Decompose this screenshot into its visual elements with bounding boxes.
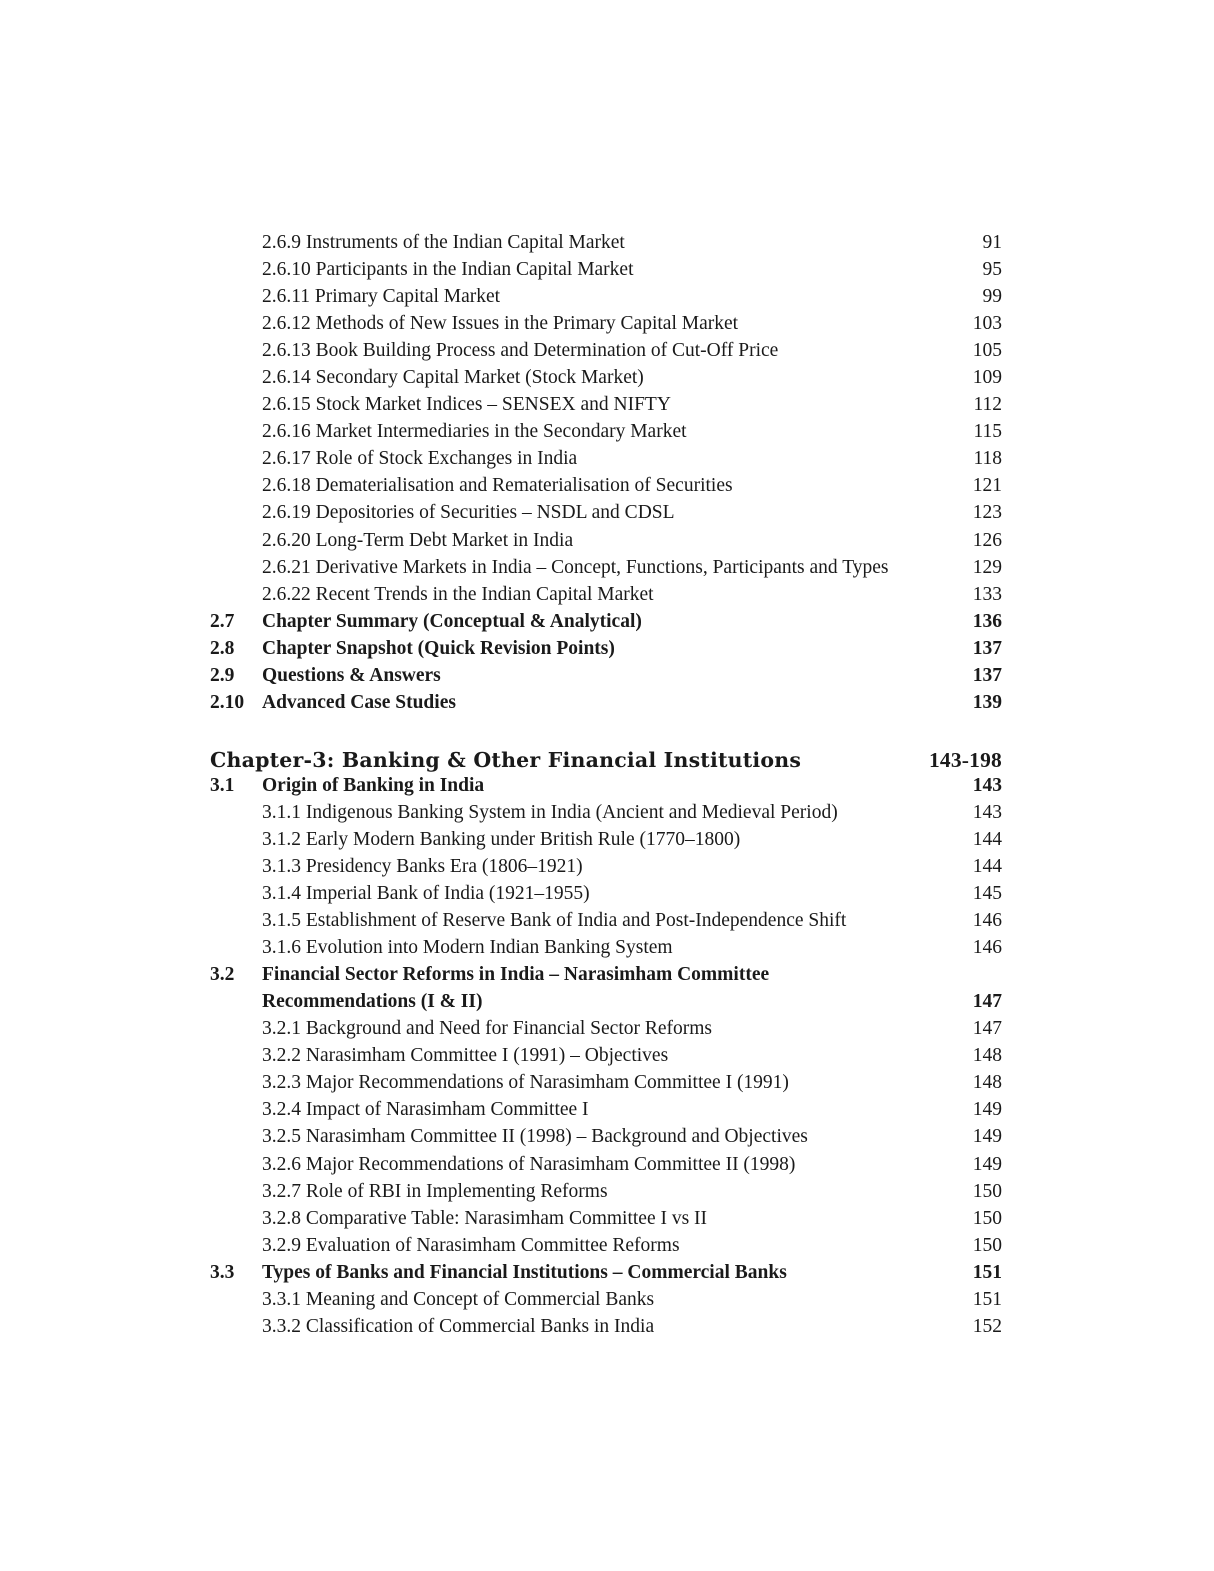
toc-entry-page: 150 — [972, 1207, 1002, 1229]
toc-entry-title: Recommendations (I & II) — [262, 991, 483, 1013]
toc-entry-title: 2.6.20 Long-Term Debt Market in India — [262, 529, 574, 551]
toc-entry-page: 148 — [972, 1045, 1002, 1067]
chapter-title: Chapter-3: Banking & Other Financial Institutions — [210, 747, 802, 772]
toc-entry-number: 3.3 — [210, 1261, 235, 1283]
toc-entry — [210, 581, 1002, 608]
toc-entry-title: 3.2.3 Major Recommendations of Narasimham Committee I (1991) — [262, 1072, 789, 1094]
toc-entry-title: 3.2.7 Role of RBI in Implementing Reforms — [262, 1180, 608, 1202]
toc-entry-title: Types of Banks and Financial Institutions – Commercial Banks — [262, 1261, 787, 1283]
toc-entry-page: 126 — [972, 529, 1002, 551]
toc-entry-page: 115 — [973, 421, 1002, 443]
toc-entry — [210, 1232, 1002, 1259]
toc-entry-page: 143 — [972, 801, 1002, 823]
toc-entry-number: 3.2 — [210, 964, 235, 986]
toc-entry — [210, 934, 1002, 961]
toc-entry-page: 99 — [982, 286, 1002, 308]
toc-entry-title: 3.1.1 Indigenous Banking System in India (Ancient and Medieval Period) — [262, 801, 838, 823]
toc-entry-page: 147 — [972, 991, 1002, 1013]
toc-entry-title: 3.2.9 Evaluation of Narasimham Committee Reforms — [262, 1234, 680, 1256]
toc-entry — [210, 1286, 1002, 1313]
toc-entry-number: 2.10 — [210, 691, 245, 713]
toc-entry-page: 152 — [972, 1315, 1002, 1337]
toc-entry — [210, 907, 1002, 934]
toc-entry — [210, 988, 1002, 1015]
toc-entry-title: Questions & Answers — [262, 664, 441, 686]
toc-entry-page: 151 — [972, 1288, 1002, 1310]
toc-entry-page: 150 — [972, 1234, 1002, 1256]
toc-entry-page: 95 — [982, 259, 1002, 281]
toc-entry-title: 2.6.9 Instruments of the Indian Capital Market — [262, 232, 625, 253]
toc-entry — [210, 1096, 1002, 1123]
toc-entry — [210, 391, 1002, 418]
toc-entry-title: 2.6.17 Role of Stock Exchanges in India — [262, 448, 578, 470]
toc-entry — [210, 364, 1002, 391]
toc-entry — [210, 1178, 1002, 1205]
toc-entry-title: 3.3.1 Meaning and Concept of Commercial Banks — [262, 1288, 655, 1310]
toc-entry — [210, 1259, 1002, 1286]
toc-entry — [210, 527, 1002, 554]
toc-entry-title: 3.2.5 Narasimham Committee II (1998) – Background and Objectives — [262, 1126, 808, 1148]
toc-entry-page: 149 — [972, 1126, 1002, 1148]
toc-entry-page: 144 — [972, 828, 1002, 850]
toc-section-chapter-2 — [210, 229, 1002, 716]
toc-entry-title: 3.3.2 Classification of Commercial Banks in India — [262, 1315, 655, 1337]
toc-entry-number: 3.1 — [210, 774, 235, 796]
toc-entry — [210, 635, 1002, 662]
toc-entry-title: 2.6.10 Participants in the Indian Capital Market — [262, 259, 634, 281]
chapter-heading — [210, 745, 1002, 775]
toc-entry-page: 112 — [973, 394, 1002, 416]
toc-entry — [210, 283, 1002, 310]
toc-entry-number: 2.7 — [210, 610, 235, 632]
toc-entry-page: 146 — [972, 937, 1002, 959]
toc-entry-page: 103 — [972, 313, 1002, 335]
toc-entry-page: 151 — [972, 1261, 1002, 1283]
toc-entry-page: 147 — [972, 1018, 1002, 1040]
toc-entry — [210, 961, 1002, 988]
toc-entry — [210, 1042, 1002, 1069]
toc-entry — [210, 853, 1002, 880]
toc-entry-title: 2.6.12 Methods of New Issues in the Primary Capital Market — [262, 313, 739, 335]
toc-entry — [210, 1015, 1002, 1042]
toc-entry-number: 2.8 — [210, 637, 235, 659]
toc-entry-title: 3.1.5 Establishment of Reserve Bank of India and Post-Independence Shift — [262, 910, 847, 932]
toc-entry-page: 133 — [972, 583, 1002, 605]
toc-entry-page: 137 — [972, 637, 1002, 659]
toc-entry-title: Financial Sector Reforms in India – Narasimham Committee — [262, 964, 770, 986]
toc-entry-title: 3.2.2 Narasimham Committee I (1991) – Objectives — [262, 1045, 669, 1067]
toc-entry — [210, 472, 1002, 499]
toc-entry-page: 121 — [972, 475, 1002, 497]
toc-entry-page: 109 — [972, 367, 1002, 389]
toc-entry — [210, 662, 1002, 689]
toc-entry-title: 2.6.15 Stock Market Indices – SENSEX and NIFTY — [262, 394, 671, 416]
toc-entry-page: 143 — [972, 774, 1002, 796]
toc-entry-page: 149 — [972, 1153, 1002, 1175]
toc-entry-page: 150 — [972, 1180, 1002, 1202]
toc-entry — [210, 1123, 1002, 1150]
toc-entry — [210, 418, 1002, 445]
toc-entry-title: Origin of Banking in India — [262, 774, 485, 796]
toc-entry — [210, 772, 1002, 799]
toc-entry — [210, 689, 1002, 716]
toc-entry — [210, 1313, 1002, 1340]
toc-entry — [210, 445, 1002, 472]
toc-entry — [210, 256, 1002, 283]
toc-entry-title: 2.6.11 Primary Capital Market — [262, 286, 501, 308]
toc-entry-title: Chapter Summary (Conceptual & Analytical) — [262, 610, 642, 632]
toc-entry-page: 91 — [982, 232, 1002, 253]
toc-entry-title: 2.6.16 Market Intermediaries in the Secondary Market — [262, 421, 687, 443]
toc-entry-title: 3.1.4 Imperial Bank of India (1921–1955) — [262, 883, 590, 905]
toc-entry-page: 105 — [972, 340, 1002, 362]
toc-entry-title: 3.1.3 Presidency Banks Era (1806–1921) — [262, 855, 583, 877]
toc-entry-title: 2.6.14 Secondary Capital Market (Stock Market) — [262, 367, 644, 389]
toc-entry-title: 2.6.18 Dematerialisation and Rematerialisation of Securities — [262, 475, 733, 497]
toc-entry-page: 137 — [972, 664, 1002, 686]
table-of-contents — [210, 229, 1002, 1340]
toc-entry-title: 3.2.1 Background and Need for Financial Sector Reforms — [262, 1018, 713, 1040]
toc-section-chapter-3 — [210, 772, 1002, 1340]
toc-entry-title: 2.6.21 Derivative Markets in India – Concept, Functions, Participants and Types — [262, 556, 889, 578]
toc-entry — [210, 880, 1002, 907]
toc-entry — [210, 554, 1002, 581]
toc-entry-page: 118 — [973, 448, 1002, 470]
toc-entry-page: 146 — [972, 910, 1002, 932]
toc-entry-page: 129 — [972, 556, 1002, 578]
toc-entry-title: 3.2.8 Comparative Table: Narasimham Committee I vs II — [262, 1207, 708, 1229]
toc-entry-title: 2.6.19 Depositories of Securities – NSDL and CDSL — [262, 502, 675, 524]
toc-entry — [210, 1205, 1002, 1232]
toc-entry — [210, 1069, 1002, 1096]
toc-entry — [210, 499, 1002, 526]
toc-entry — [210, 608, 1002, 635]
toc-entry — [210, 799, 1002, 826]
toc-entry-title: Advanced Case Studies — [262, 691, 456, 713]
toc-entry-title: 3.2.4 Impact of Narasimham Committee I — [262, 1099, 589, 1121]
toc-entry — [210, 826, 1002, 853]
toc-entry — [210, 1151, 1002, 1178]
toc-entry-page: 136 — [972, 610, 1002, 632]
toc-entry — [210, 229, 1002, 256]
toc-entry-page: 145 — [972, 883, 1002, 905]
toc-entry-title: 3.1.2 Early Modern Banking under British Rule (1770–1800) — [262, 828, 741, 850]
toc-entry-number: 2.9 — [210, 664, 235, 686]
toc-entry-title: Chapter Snapshot (Quick Revision Points) — [262, 637, 615, 659]
toc-entry — [210, 310, 1002, 337]
toc-entry-page: 144 — [972, 855, 1002, 877]
toc-entry-title: 3.2.6 Major Recommendations of Narasimham Committee II (1998) — [262, 1153, 796, 1175]
toc-entry — [210, 337, 1002, 364]
toc-entry-page: 139 — [972, 691, 1002, 713]
toc-entry-title: 2.6.13 Book Building Process and Determination of Cut-Off Price — [262, 340, 779, 362]
toc-entry-title: 3.1.6 Evolution into Modern Indian Banking System — [262, 937, 673, 959]
toc-entry-page: 149 — [972, 1099, 1002, 1121]
chapter-page-range: 143-198 — [928, 747, 1002, 772]
toc-entry-title: 2.6.22 Recent Trends in the Indian Capital Market — [262, 583, 654, 605]
toc-entry-page: 123 — [972, 502, 1002, 524]
toc-entry-page: 148 — [972, 1072, 1002, 1094]
